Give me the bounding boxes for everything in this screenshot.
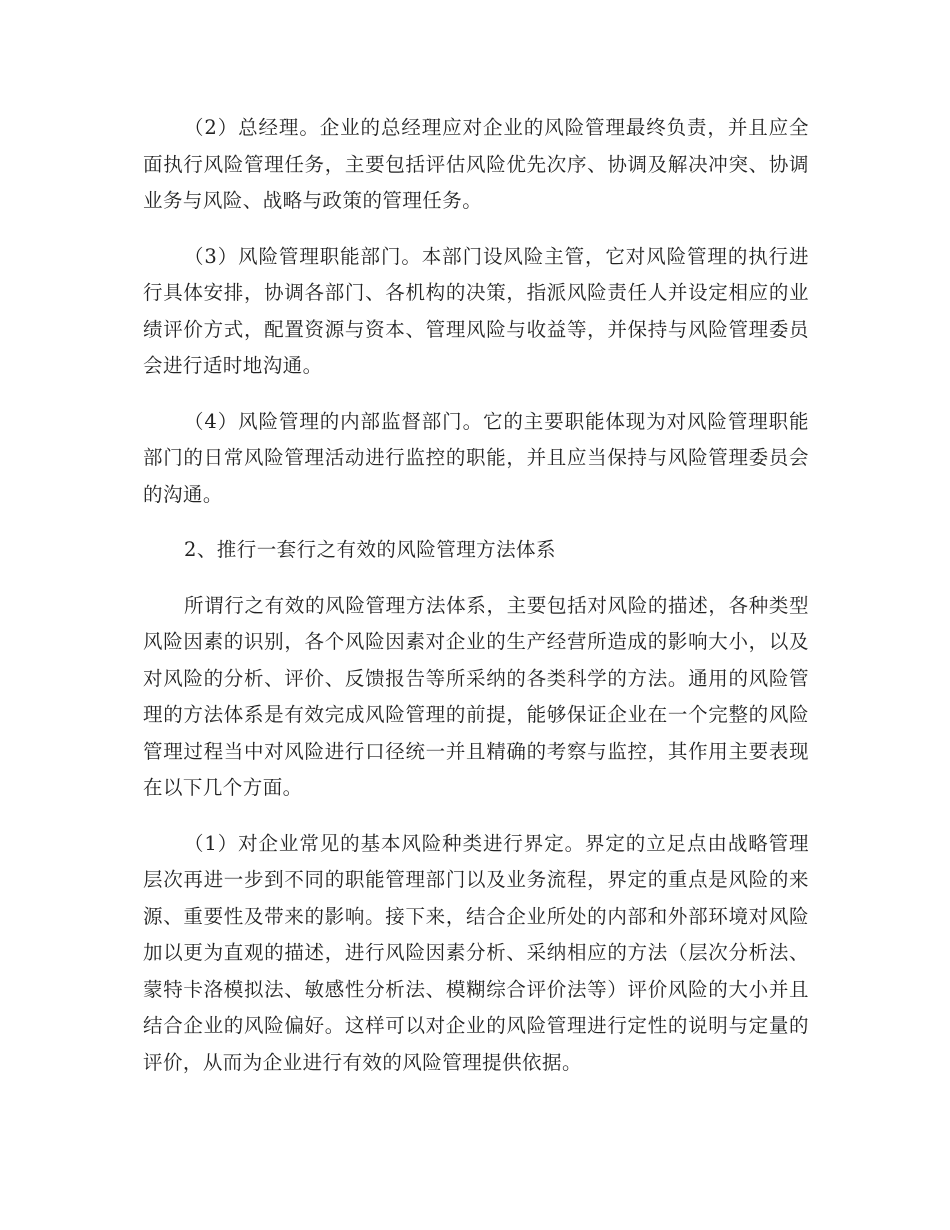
paragraph-internal-supervision-department: （4）风险管理的内部监督部门。它的主要职能体现为对风险管理职能部门的日常风险管理活动进行监控的职能，并且应当保持与风险管理委员会的沟通。 bbox=[143, 409, 809, 506]
section-heading: 2、推行一套行之有效的风险管理方法体系 bbox=[184, 538, 556, 561]
document-body bbox=[143, 110, 809, 1100]
paragraph-general-manager: （2）总经理。企业的总经理应对企业的风险管理最终负责，并且应全面执行风险管理任务，主要包括评估风险优先次序、协调及解决冲突、协调业务与风险、战略与政策的管理任务。 bbox=[143, 116, 809, 212]
paragraph-risk-management-department: （3）风险管理职能部门。本部门设风险主管，它对风险管理的执行进行具体安排，协调各部门、各机构的决策，指派风险责任人并设定相应的业绩评价方式，配置资源与资本、管理风险与收益等，并保持与风险管理委员会进行适时地沟通。 bbox=[143, 244, 809, 377]
paragraph-risk-definition: （1）对企业常见的基本风险种类进行界定。界定的立足点由战略管理层次再进一步到不同的职能管理部门以及业务流程，界定的重点是风险的来源、重要性及带来的影响。接下来，结合企业所处的内部和外部环境对风险加以更为直观的描述，进行风险因素分析、采纳相应的方法（层次分析法、蒙特卡洛模拟法、敏感性分析法、模糊综合评价法等）评价风险的大小并且结合企业的风险偏好。这样可以对企业的风险管理进行定性的说明与定量的评价，从而为企业进行有效的风险管理提供依据。 bbox=[143, 831, 809, 1074]
paragraph-method-system: 所谓行之有效的风险管理方法体系，主要包括对风险的描述，各种类型风险因素的识别，各个风险因素对企业的生产经营所造成的影响大小，以及对风险的分析、评价、反馈报告等所采纳的各类科学的方法。通用的风险管理的方法体系是有效完成风险管理的前提，能够保证企业在一个完整的风险管理过程当中对风险进行口径统一并且精确的考察与监控，其作用主要表现在以下几个方面。 bbox=[143, 593, 809, 799]
